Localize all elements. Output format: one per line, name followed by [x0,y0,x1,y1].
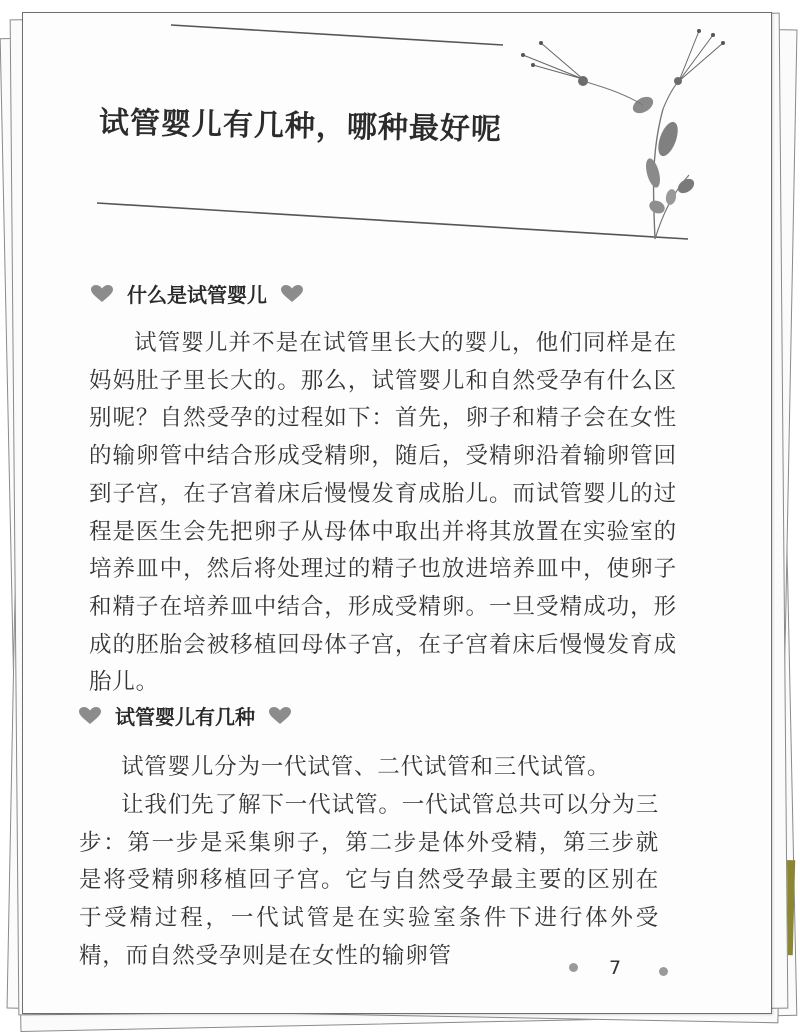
section-title: 试管婴儿有几种 [115,705,255,729]
heart-icon [281,285,303,303]
paragraph: 试管婴儿分为一代试管、二代试管和三代试管。 [121,754,611,780]
paragraph: 让我们先了解下一代试管。一代试管总共可以分为三步：第一步是采集卵子，第二步是体外受精，第三步就是将受精卵移植回子宫。它与自然受孕最主要的区别在于受精过程，一代试管是在实验室条件下进行体外受精，而自然受孕则是在女性的输卵管 [79,792,659,969]
heart-icon [269,707,291,725]
heart-icon [91,285,113,303]
footer-dot [569,963,578,972]
section-title: 什么是试管婴儿 [127,283,267,307]
footer-dot [659,967,668,976]
page-number: 7 [609,957,622,979]
heart-icon [79,707,101,725]
paragraph: 试管婴儿并不是在试管里长大的婴儿，他们同样是在妈妈肚子里长大的。那么，试管婴儿和自然受孕有什么区别呢？自然受孕的过程如下：首先，卵子和精子会在女性的输卵管中结合形成受精卵，随后，受精卵沿着输卵管回到子宫，在子宫着床后慢慢发育成胎儿。而试管婴儿的过程是医生会先把卵子从母体中取出并将其放置在实验室的培养皿中，然后将处理过的精子也放进培养皿中，使卵子和精子在培养皿中结合，形成受精卵。一旦受精成功，形成的胚胎会被移植回母体子宫，在子宫着床后慢慢发育成胎儿。 [89,330,677,696]
page-title: 试管婴儿有几种，哪种最好呢 [98,105,503,148]
book-page [22,12,772,1014]
section-heading-1 [91,279,303,308]
section-heading-2 [79,701,291,730]
